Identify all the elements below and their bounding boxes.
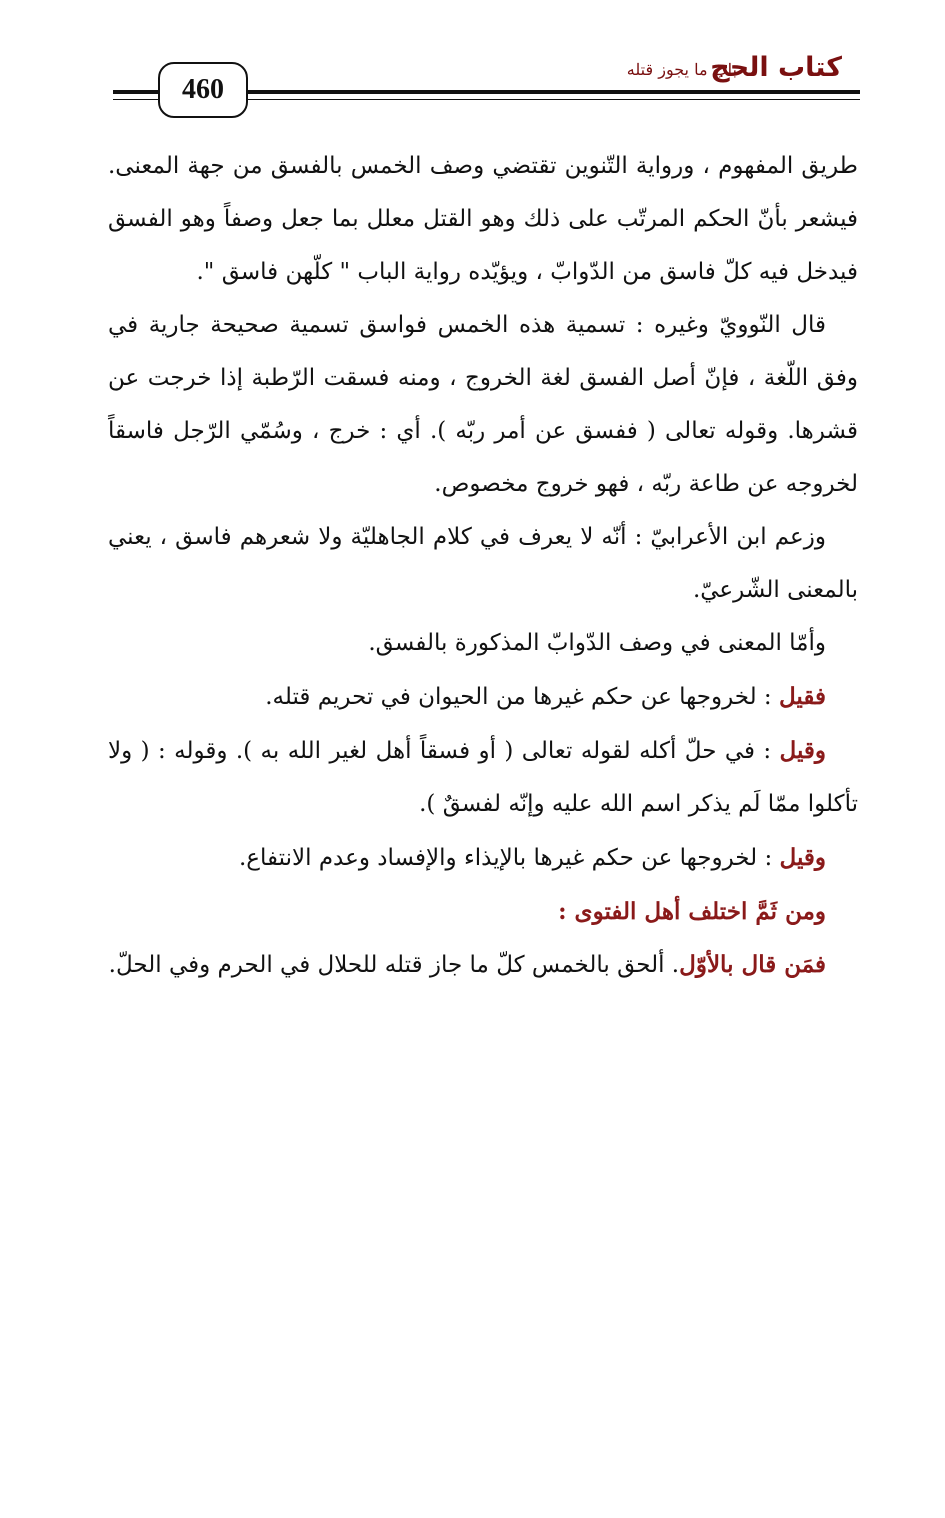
paragraph-5-text: : لخروجها عن حكم غيرها من الحيوان في تحريم قتله. [265, 684, 779, 710]
paragraph-7 [108, 831, 858, 885]
paragraph-6 [108, 724, 858, 831]
paragraph-9-text: . ألحق بالخمس كلّ ما جاز قتله للحلال في الحرم وفي الحلّ. [108, 952, 680, 978]
paragraph-1: طريق المفهوم ، ورواية التّنوين تقتضي وصف الخمس بالفسق من جهة المعنى. فيشعر بأنّ الحكم المرتّب على ذلك وهو القتل معلل بما جعل وصفاً وهو الفسق فيدخل فيه كلّ فاسق من الدّوابّ ، ويؤيّده رواية الباب " كلّهن فاسق ". [108, 153, 858, 285]
keyword-first-opinion: فمَن قال بالأوّل [679, 951, 826, 978]
book-title: كتاب الحج [710, 52, 842, 83]
paragraph-5 [108, 670, 858, 724]
paragraph-7-text: : لخروجها عن حكم غيرها بالإيذاء والإفساد وعدم الانتفاع. [238, 845, 780, 871]
paragraph-4: وأمّا المعنى في وصف الدّوابّ المذكورة بالفسق. [368, 630, 826, 656]
page-number: 460 [158, 62, 248, 118]
paragraph-9 [108, 938, 858, 992]
page-body [108, 140, 858, 992]
chapter-title: باب ما يجوز قتله [626, 60, 737, 79]
keyword-qila-3: وقيل [779, 844, 826, 871]
paragraph-3: وزعم ابن الأعرابيّ : أنّه لا يعرف في كلام الجاهليّة ولا شعرهم فاسق ، يعني بالمعنى الشّرعيّ. [108, 524, 858, 603]
paragraph-2: قال النّوويّ وغيره : تسمية هذه الخمس فواسق تسمية صحيحة جارية في وفق اللّغة ، فإنّ أصل الفسق لغة الخروج ، ومنه فسقت الرّطبة إذا خرجت عن قشرها. وقوله تعالى ( ففسق عن أمر ربّه ). أي : خرج ، وسُمّي الرّجل فاسقاً لخروجه عن طاعة ربّه ، فهو خروج مخصوص. [108, 312, 858, 497]
section-heading: ومن ثَمَّ اختلف أهل الفتوى : [558, 898, 826, 925]
page-header [0, 0, 945, 120]
paragraph-6-text: : في حلّ أكله لقوله تعالى ( أو فسقاً أهل لغير الله به ). وقوله : ( ولا تأكلوا ممّا لَم يذكر اسم الله عليه وإنّه لفسقٌ ). [108, 738, 858, 817]
keyword-qila-2: وقيل [779, 737, 826, 764]
keyword-qila-1: فقيل [779, 683, 826, 710]
